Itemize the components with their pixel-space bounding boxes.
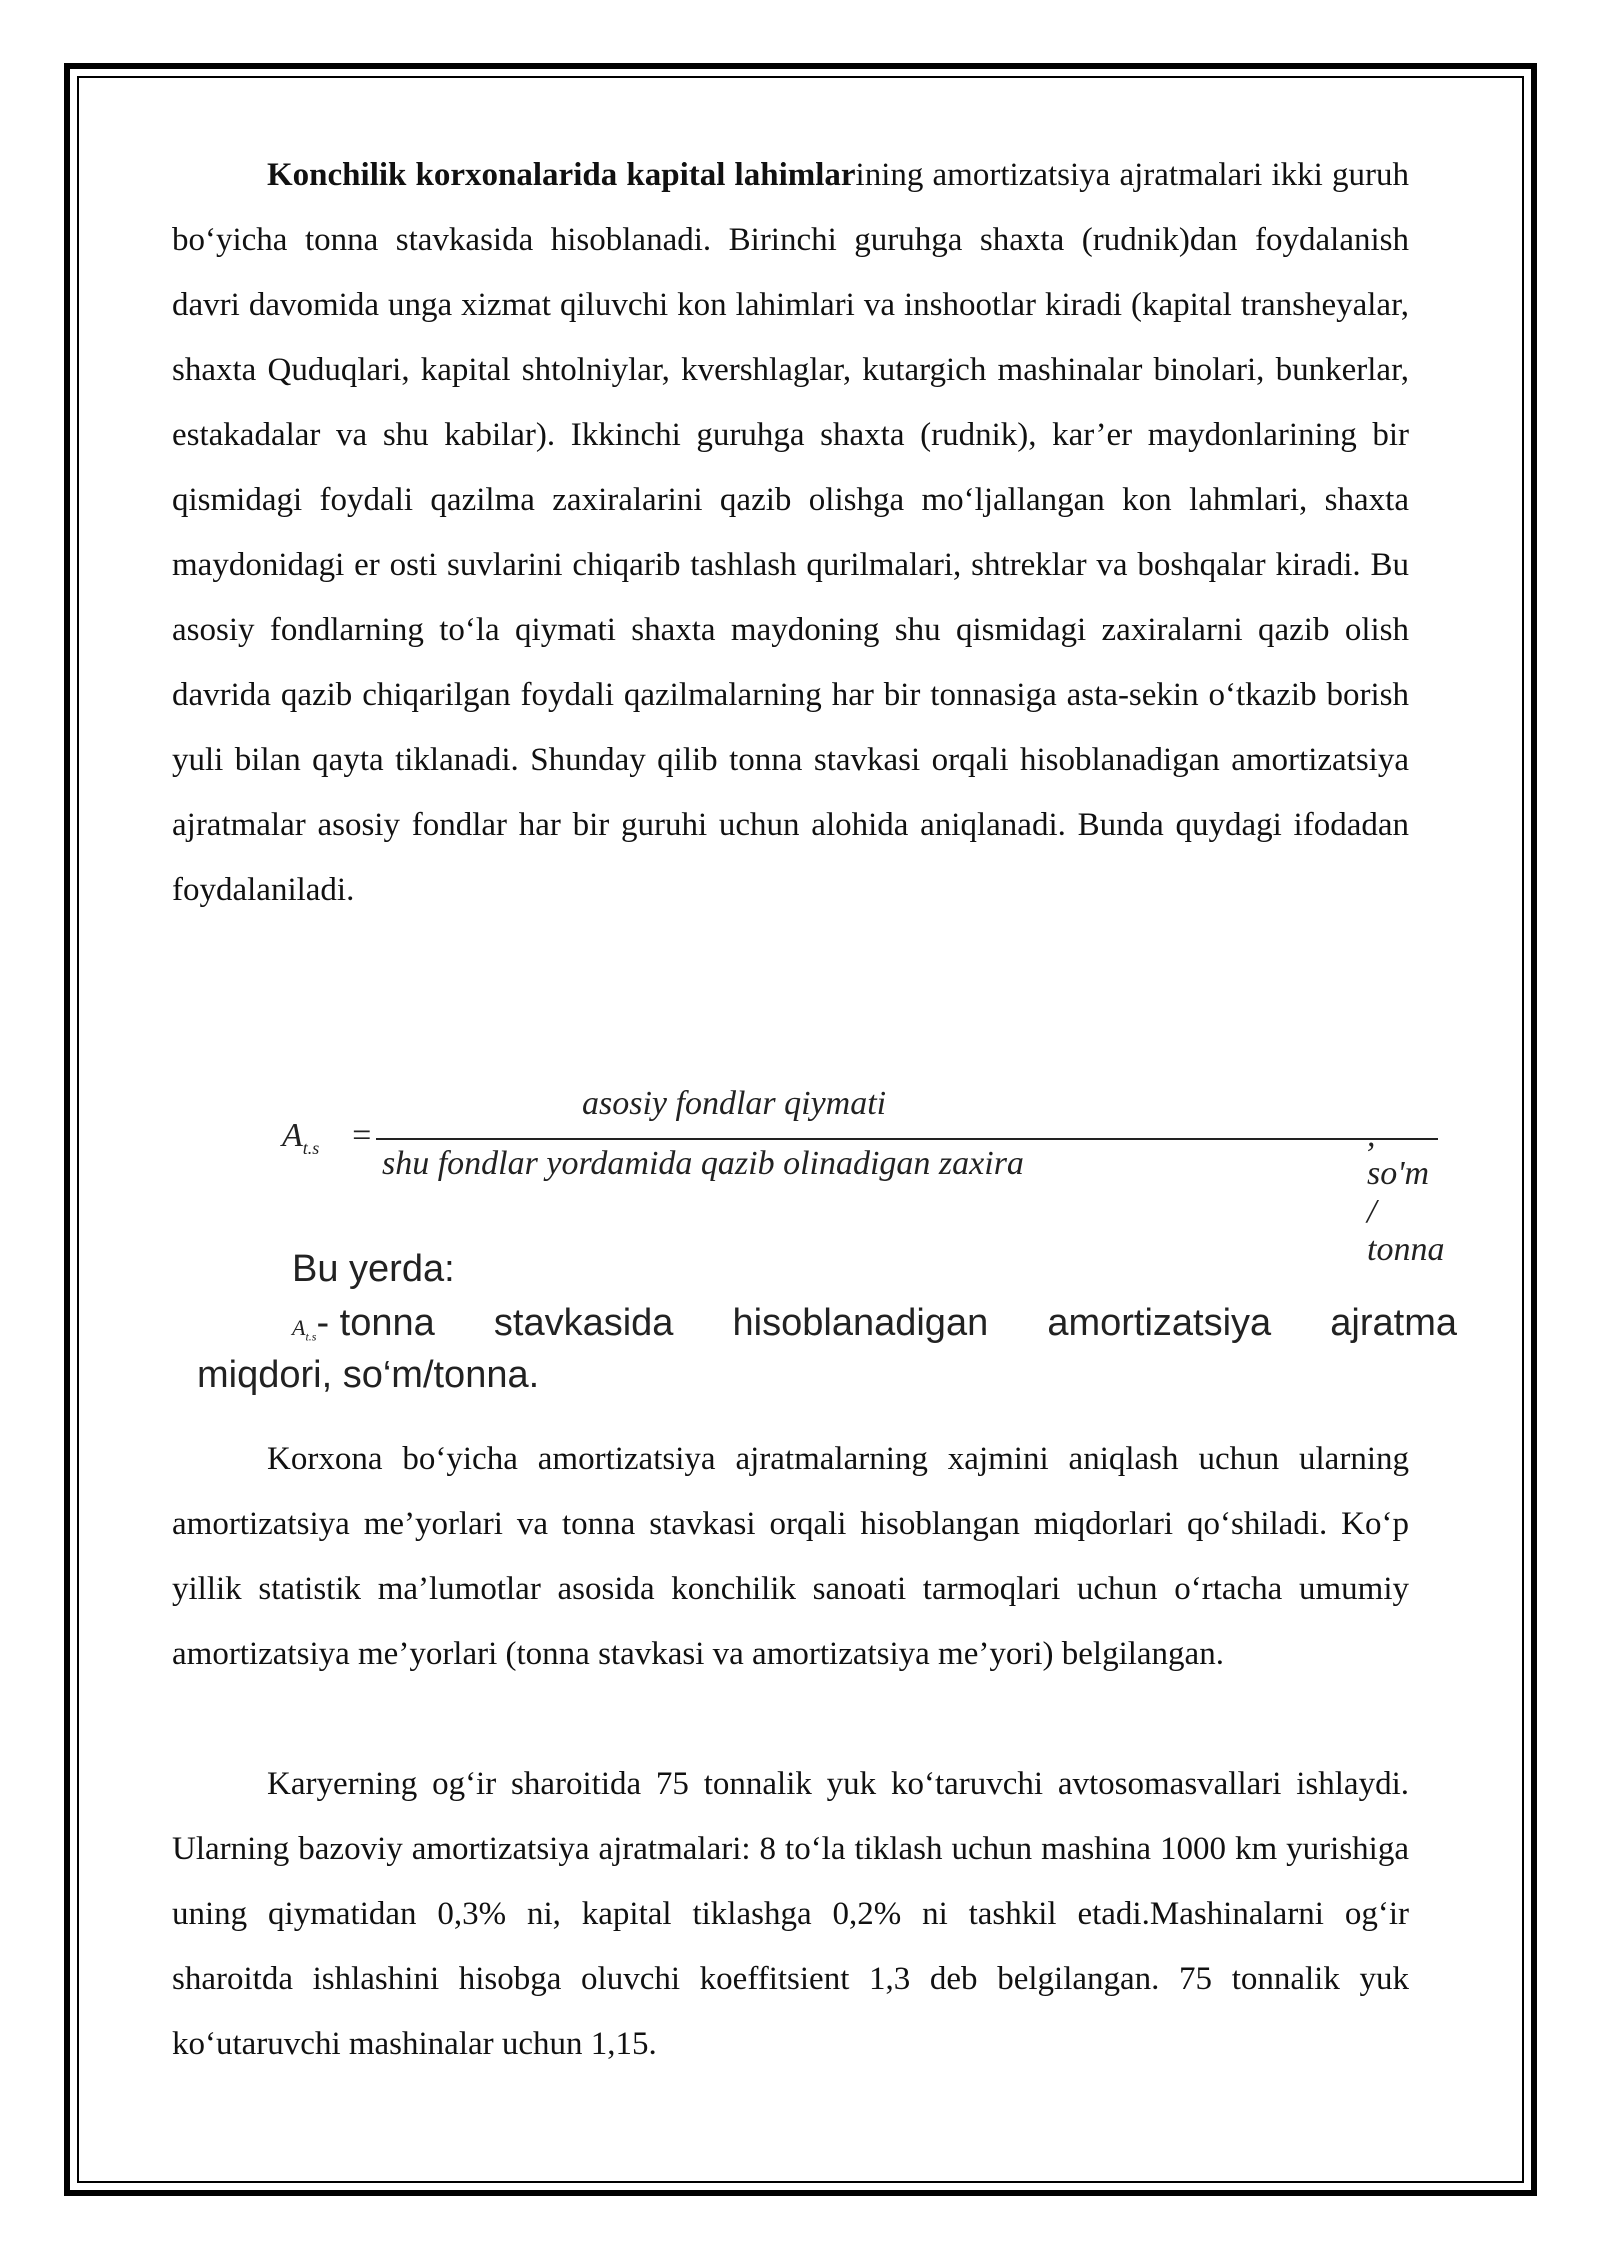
legend-word: ajratma: [1330, 1302, 1457, 1344]
legend-word: amortizatsiya: [1047, 1302, 1272, 1344]
paragraph-3: Karyerning og‘ir sharoitida 75 tonnalik yuk ko‘taruvchi avtosomasvallari ishlaydi. Ularning bazoviy amortizatsiya ajratmalari: 8 to‘la tiklash uchun mashina 1000 km yurishiga uning qiymatidan 0,3% ni, kapital tiklashga 0,2% ni tashkil etadi.Mashinalarni og‘ir sharoitda ishlashini hisobga oluvchi koeffitsient 1,3 deb belgilangan. 75 tonnalik yuk ko‘utaruvchi mashinalar uchun 1,15.: [172, 1766, 1409, 2062]
formula-fraction-bar: [376, 1138, 1438, 1140]
paragraph-1-text: ining amortizatsiya ajratmalari ikki guruh bo‘yicha tonna stavkasida hisoblanadi. Birinchi guruhga shaxta (rudnik)dan foydalanish davri davomida unga xizmat qiluvchi kon lahimlari va inshootlar kiradi (kapital transheyalar, shaxta Quduqlari, kapital shtolniylar, kvershlaglar, kutargich mashinalar binolari, bunkerlar, estakadalar va shu kabilar). Ikkinchi guruhga shaxta (rudnik), kar’er maydonlarining bir qismidagi foydali qazilma zaxiralarini qazib olishga mo‘ljallangan kon lahmlari, shaxta maydonidagi er osti suvlarini chiqarib tashlash qurilmalari, shtreklar va boshqalar kiradi. Bu asosiy fondlarning to‘la qiymati shaxta maydoning shu qismidagi zaxiralarni qazib olish davrida qazib chiqarilgan foydali qazilmalarning har bir tonnasiga asta-sekin o‘tkazib borish yuli bilan qayta tiklanadi. Shunday qilib tonna stavkasi orqali hisoblanadigan amortizatsiya ajratmalar asosiy fondlar har bir guruhi uchun alohida aniqlanadi. Bunda quydagi ifodadan foydalaniladi.: [172, 157, 1409, 908]
legend-entry: [292, 1302, 435, 1345]
formula-lhs: [282, 1117, 319, 1159]
formula-unit: , so'm / tonna: [1367, 1117, 1445, 1268]
legend-word: stavkasida: [493, 1302, 674, 1344]
formula-equals: =: [350, 1117, 373, 1154]
formula: [282, 1085, 1445, 1268]
legend-line-2: miqdori, so‘m/tonna.: [197, 1354, 540, 1396]
formula-denominator: shu fondlar yordamida qazib olinadigan zaxira: [382, 1145, 1024, 1182]
legend-heading: Bu yerda:: [292, 1248, 455, 1290]
legend-line-1: [292, 1302, 1457, 1345]
legend-symbol-letter: A: [292, 1315, 306, 1340]
legend-word: hisoblanadigan: [732, 1302, 989, 1344]
paragraph-2: Korxona bo‘yicha amortizatsiya ajratmalarning xajmini aniqlash uchun ularning amortizatsiya me’yorlari va tonna stavkasi orqali hisoblangan miqdorlari qo‘shiladi. Ko‘p yillik statistik ma’lumotlar asosida konchilik sanoati tarmoqlari uchun o‘rtacha umumiy amortizatsiya me’yorlari (tonna stavkasi va amortizatsiya me’yori) belgilangan.: [172, 1441, 1409, 1672]
paragraph-1-bold: Konchilik korxonalarida kapital lahimlar: [267, 157, 856, 193]
formula-lhs-subscript: t.s: [302, 1137, 320, 1158]
legend-word: - tonna: [316, 1302, 435, 1344]
paragraph-1: [172, 143, 1409, 923]
formula-numerator: asosiy fondlar qiymati: [582, 1085, 887, 1122]
formula-lhs-symbol: A: [282, 1117, 303, 1154]
legend-symbol: [292, 1315, 317, 1344]
legend-symbol-subscript: t.s: [305, 1329, 317, 1344]
